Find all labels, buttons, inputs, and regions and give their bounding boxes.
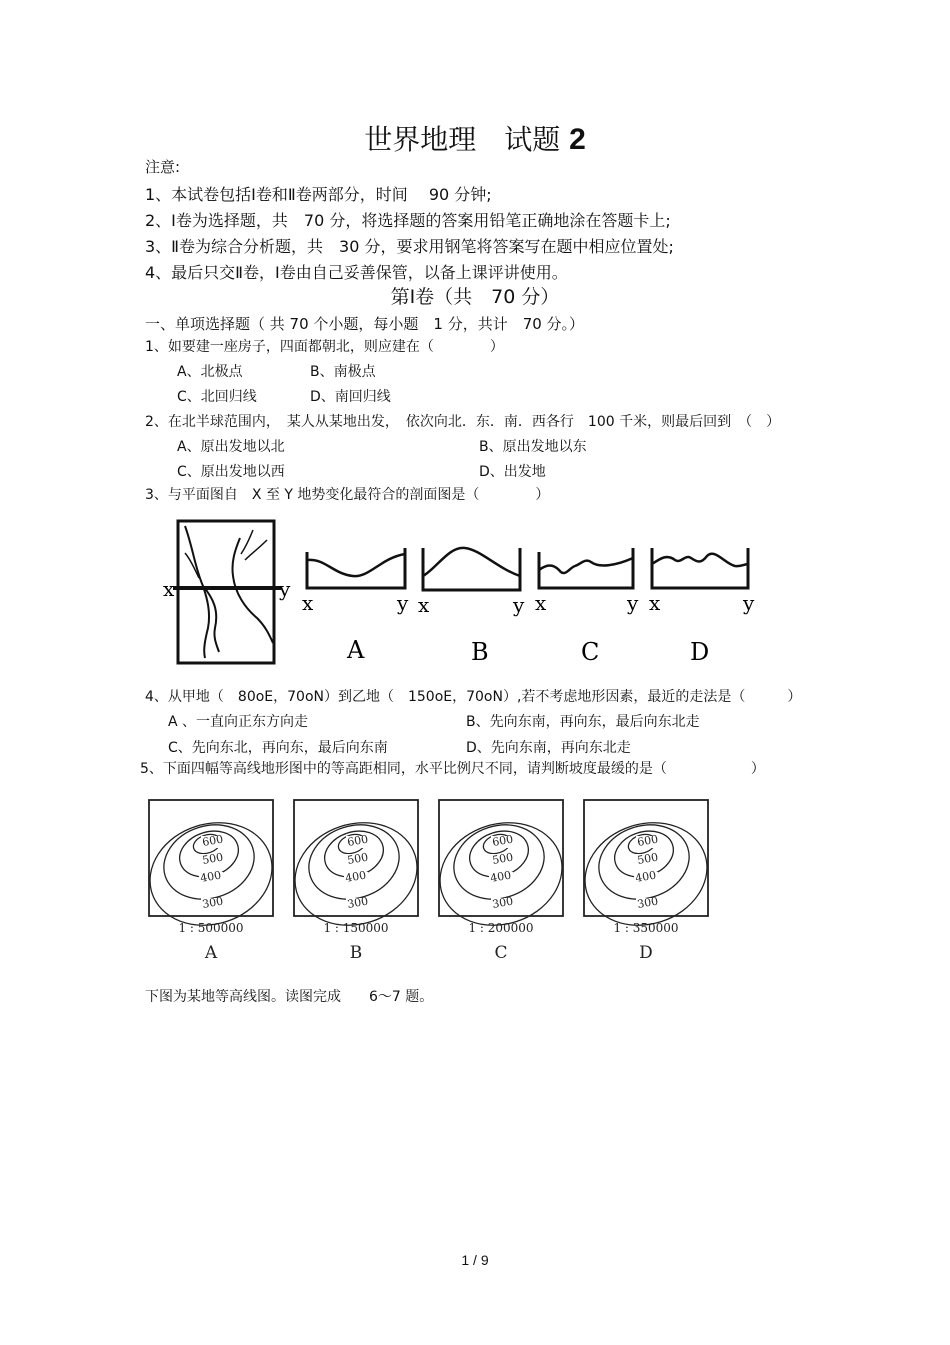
profile-d-y: y [743, 591, 755, 615]
map-label: B [349, 943, 363, 963]
profile-d-x: x [649, 591, 661, 615]
contour-label: 500 [201, 850, 225, 867]
profile-c-x: x [535, 591, 547, 615]
part-heading: 一、单项选择题（ 共 70 个小题，每小题 1 分，共计 70 分。） [145, 315, 585, 333]
contour-label: 300 [491, 894, 515, 911]
map-scale: 1 : 350000 [613, 921, 679, 935]
q4-option-b: B、先向东南，再向东，最后向东北走 [466, 714, 700, 730]
q2-option-b: B、原出发地以东 [479, 439, 587, 455]
contour-label: 300 [636, 894, 660, 911]
profile-a [307, 548, 405, 588]
contour-label: 600 [201, 832, 225, 849]
question-4-stem: 4、从甲地（ 80oE，70oN）到乙地（ 150oE，70oN）,若不考虑地形因素，最近的走法是（ ） [145, 689, 802, 705]
map-scale: 1 : 500000 [178, 921, 244, 935]
plan-x-label: x [163, 577, 175, 601]
q2-option-d: D、出发地 [479, 464, 546, 480]
profile-d [652, 548, 748, 588]
title-text: 世界地理 试题 [364, 123, 561, 156]
profile-b-label: B [471, 638, 489, 666]
profile-a-label: A [347, 636, 365, 664]
contour-label: 400 [489, 868, 513, 885]
q2-option-c: C、原出发地以西 [177, 464, 285, 480]
profile-c-label: C [581, 638, 600, 666]
map-label: C [494, 943, 508, 963]
profile-b-x: x [418, 593, 430, 617]
q1-option-b: B、南极点 [310, 364, 376, 380]
intro-questions-6-7: 下图为某地等高线图。读图完成 6～7 题。 [145, 989, 434, 1005]
q4-option-c: C、先向东北，再向东，最后向东南 [168, 740, 388, 756]
profile-a-x: x [302, 591, 314, 615]
contour-label: 400 [344, 868, 368, 885]
q5-contour-maps [145, 796, 725, 966]
map-scale: 1 : 150000 [323, 921, 389, 935]
contour-label: 400 [634, 868, 658, 885]
question-5-stem: 5、下面四幅等高线地形图中的等高距相同，水平比例尺不同，请判断坡度最缓的是（ ） [140, 761, 765, 777]
question-3-stem: 3、与平面图自 X 至 Y 地势变化最符合的剖面图是（ ） [145, 487, 550, 503]
contour-map-b [290, 796, 420, 964]
contour-label: 500 [346, 850, 370, 867]
title-number: 2 [569, 123, 586, 156]
question-1-stem: 1、如要建一座房子，四面都朝北，则应建在（ ） [145, 339, 504, 355]
q3-figure [155, 518, 765, 668]
profile-a-y: y [397, 591, 409, 615]
note-item: 1、本试卷包括Ⅰ卷和Ⅱ卷两部分，时间 90 分钟; [145, 185, 492, 204]
plan-y-label: y [279, 577, 291, 601]
notes-heading: 注意: [145, 158, 181, 176]
profile-b [423, 548, 520, 590]
contour-label: 600 [346, 832, 370, 849]
page-title [0, 118, 950, 158]
section-title: 第Ⅰ卷（共 70 分） [390, 286, 560, 308]
contour-map-d [580, 796, 710, 964]
q2-option-a: A、原出发地以北 [177, 439, 285, 455]
contour-map-c [435, 796, 565, 964]
contour-label: 500 [636, 850, 660, 867]
plan-map [173, 521, 281, 663]
profile-b-y: y [513, 593, 525, 617]
profile-c-y: y [627, 591, 639, 615]
contour-label: 300 [346, 894, 370, 911]
map-label: A [204, 943, 218, 963]
q1-option-c: C、北回归线 [177, 389, 257, 405]
q1-option-a: A、北极点 [177, 364, 243, 380]
question-2-stem: 2、在北半球范围内， 某人从某地出发， 依次向北．东．南．西各行 100 千米，则最后回到 （ ） [145, 414, 781, 430]
contour-label: 600 [491, 832, 515, 849]
contour-label: 400 [199, 868, 223, 885]
profile-d-label: D [690, 638, 710, 666]
note-item: 3、Ⅱ卷为综合分析题，共 30 分，要求用钢笔将答案写在题中相应位置处; [145, 237, 674, 256]
q4-option-d: D、先向东南，再向东北走 [466, 740, 631, 756]
q4-option-a: A 、一直向正东方向走 [168, 714, 309, 730]
page-number: 1 / 9 [461, 1252, 489, 1268]
contour-label: 600 [636, 832, 660, 849]
map-scale: 1 : 200000 [468, 921, 534, 935]
contour-label: 500 [491, 850, 515, 867]
contour-label: 300 [201, 894, 225, 911]
map-label: D [639, 943, 653, 963]
contour-map-a [145, 796, 275, 964]
note-item: 2、Ⅰ卷为选择题，共 70 分，将选择题的答案用铅笔正确地涂在答题卡上; [145, 211, 671, 230]
q1-option-d: D、南回归线 [310, 389, 391, 405]
profile-c [539, 548, 633, 588]
note-item: 4、最后只交Ⅱ卷，Ⅰ卷由自己妥善保管，以备上课评讲使用。 [145, 263, 568, 282]
